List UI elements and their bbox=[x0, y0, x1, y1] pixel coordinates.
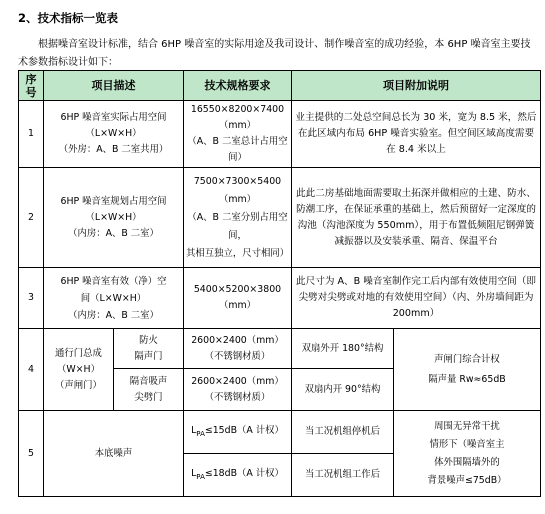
section-heading: 2、技术指标一览表 bbox=[18, 11, 119, 25]
row-item: 6HP 噪音室有效（净）空 间（L×W×H） （内房：A、B 二室） bbox=[44, 268, 184, 329]
table-row bbox=[19, 411, 541, 454]
spec-table bbox=[18, 70, 541, 497]
row-extra: 声闸门综合计权 隔声量 Rw≈65dB bbox=[394, 329, 541, 411]
table-row bbox=[19, 101, 541, 168]
row-subitem-spec: 2600×2400（mm） （不锈钢材质） bbox=[184, 369, 292, 411]
row-subitem-note: 当工况机组工作后 bbox=[292, 454, 394, 497]
row-subitem-note: 当工况机组停机后 bbox=[292, 411, 394, 454]
row-subitem-note: 双扇外开 180°结构 bbox=[292, 329, 394, 369]
row-spec: 5400×5200×3800（mm） bbox=[184, 268, 292, 329]
row-extra: 周围无异常干扰 情形下（噪音室主 体外围隔墙外的 背景噪声≤75dB） bbox=[394, 411, 541, 497]
row-seq: 3 bbox=[19, 268, 44, 329]
table-row bbox=[19, 329, 541, 369]
row-seq: 1 bbox=[19, 101, 44, 168]
row-note: 此此二房基础地面需要取土拓深并做相应的土建、防水、防潮工序，在保证承重的基础上，然后预留好一定深度的沟池（沟池深度为 550mm），用于布置低频阻尼钢弹簧减振器以及安装承重、隔音、保温平台 bbox=[292, 168, 541, 268]
table-row bbox=[19, 168, 541, 268]
row-subitem-name: 防火 隔声门 bbox=[114, 329, 184, 369]
row-note: 此尺寸为 A、B 噪音室制作完工后内部有效使用空间（即尖劈对尖劈或对地的有效使用空间）（内、外房墙间距为 200mm） bbox=[292, 268, 541, 329]
table-header-row bbox=[19, 71, 541, 101]
row-subitem-spec: $L_{PA}\le 15dB(A$ 计权） bbox=[184, 411, 292, 454]
row-subitem-note: 双扇内开 90°结构 bbox=[292, 369, 394, 411]
table-row bbox=[19, 268, 541, 329]
row-item: 通行门总成 （W×H） （声闸门） bbox=[44, 329, 114, 411]
header-seq: 序 号 bbox=[19, 71, 44, 101]
row-subitem-name: 隔音吸声 尖劈门 bbox=[114, 369, 184, 411]
intro-paragraph: 根据噪音室设计标准，结合 6HP 噪音室的实际用途及我司设计、制作噪音室的成功经验，本 6HP 噪音室主要技术参数指标设计如下： bbox=[18, 39, 531, 68]
row-seq: 2 bbox=[19, 168, 44, 268]
row-item: 本底噪声 bbox=[44, 411, 184, 497]
header-spec: 技术规格要求 bbox=[184, 71, 292, 101]
row-subitem-spec: $L_{PA}\le 18dB(A$ 计权） bbox=[184, 454, 292, 497]
row-note: 业主提供的二处总空间总长为 30 米，宽为 8.5 米，然后在此区域内布局 6HP 噪音实验室。但空间区域高度需要在 8.4 米以上 bbox=[292, 101, 541, 168]
row-subitem-spec: 2600×2400（mm） （不锈钢材质） bbox=[184, 329, 292, 369]
row-seq: 4 bbox=[19, 329, 44, 411]
row-spec: 16550×8200×7400 （mm） （A、B 二室总计占用空间） bbox=[184, 101, 292, 168]
header-note: 项目附加说明 bbox=[292, 71, 541, 101]
row-spec: 7500×7300×5400（mm） （A、B 二室分别占用空间， 其相互独立，尺寸相同） bbox=[184, 168, 292, 268]
header-item: 项目描述 bbox=[44, 71, 184, 101]
row-seq: 5 bbox=[19, 411, 44, 497]
row-item: 6HP 噪音室规划占用空间 （L×W×H） （内房：A、B 二室） bbox=[44, 168, 184, 268]
row-item: 6HP 噪音室实际占用空间 （L×W×H） （外房：A、B 二室共用） bbox=[44, 101, 184, 168]
